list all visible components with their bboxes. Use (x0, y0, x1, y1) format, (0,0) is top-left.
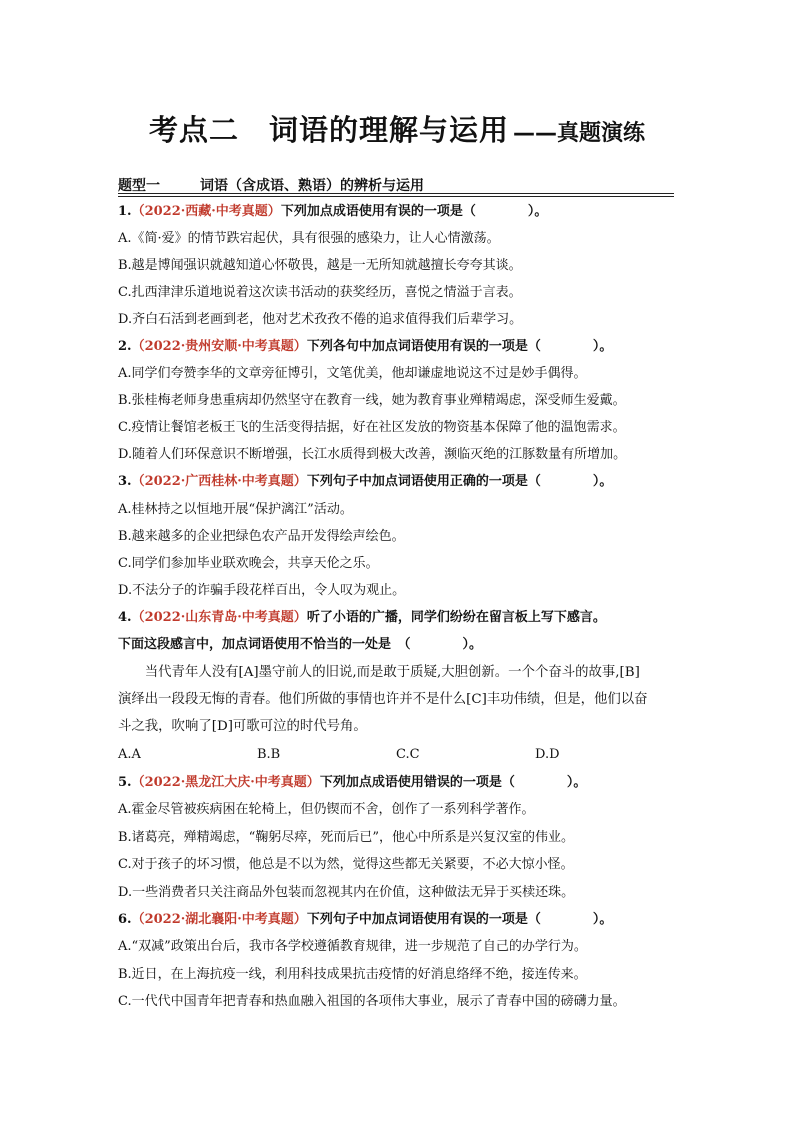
passage-line: 演绎出一段段无悔的青春。他们所做的事情也许并不是什么[C]丰功伟绩，但是，他们以奋 (118, 692, 648, 707)
option-d: D.齐白石活到老画到老，他对艺术孜孜不倦的追求值得我们后辈学习。 (118, 312, 523, 327)
title-main: 考点二 词语的理解与运用 (148, 113, 509, 147)
question-number: 4. (118, 610, 132, 625)
option-d: D.不法分子的诈骗手段花样百出，令人叹为观止。 (118, 583, 406, 598)
option-a: A.桂林持之以恒地开展“保护漓江”活动。 (118, 502, 353, 517)
question-number: 1. (118, 204, 132, 219)
question-text: 下列加点成语使用有误的一项是（ ）。 (280, 204, 548, 219)
question-2-stem (118, 338, 678, 356)
option-a: A.“双减”政策出台后，我市各学校遵循教育规律，进一步规范了自己的办学行为。 (118, 939, 587, 954)
option-c: C.同学们参加毕业联欢晚会，共享天伦之乐。 (118, 556, 379, 571)
question-3-stem (118, 473, 678, 491)
option-b: B.诸葛亮，殚精竭虑，“鞠躬尽瘁，死而后已”，他心中所系是兴复汉室的伟业。 (118, 830, 574, 845)
question-text: 下列句子中加点词语使用正确的一项是（ ）。 (306, 474, 613, 489)
option-c: C.疫情让餐馆老板王飞的生活变得拮据，好在社区发放的物资基本保障了他的温饱需求。 (118, 420, 626, 435)
question-source: （2022·贵州安顺·中考真题） (131, 339, 307, 354)
section-heading (118, 175, 674, 193)
option-b: B.越来越多的企业把绿色农产品开发得绘声绘色。 (118, 529, 405, 544)
question-number: 3. (118, 474, 132, 489)
section-label: 题型一 (118, 178, 160, 194)
option-d: D.随着人们环保意识不断增强，长江水质得到极大改善，濒临灭绝的江豚数量有所增加。 (118, 447, 627, 462)
question-4-stem (118, 609, 678, 627)
question-1-stem (118, 203, 678, 221)
question-number: 6. (118, 912, 132, 927)
question-4-options (118, 746, 678, 764)
option-b: B.近日，在上海抗疫一线，利用科技成果抗击疫情的好消息络绎不绝，接连传来。 (118, 967, 587, 982)
section-divider (118, 193, 674, 194)
question-text: 下列加点成语使用错误的一项是（ ）。 (319, 775, 587, 790)
option-c: C.一代代中国青年把青春和热血融入祖国的各项伟大事业，展示了青春中国的磅礴力量。 (118, 994, 626, 1009)
passage-line: 当代青年人没有[A]墨守前人的旧说,而是敢于质疑,大胆创新。一个个奋斗的故事,[B] (118, 665, 640, 680)
question-source: （2022·西藏·中考真题） (131, 204, 281, 219)
question-source: （2022·山东青岛·中考真题） (131, 610, 307, 625)
question-source: （2022·广西桂林·中考真题） (131, 474, 307, 489)
title-suffix: ——真题演练 (513, 121, 646, 146)
question-6-stem (118, 911, 678, 929)
question-number: 5. (118, 775, 132, 790)
question-source: （2022·黑龙江大庆·中考真题） (131, 775, 320, 790)
option-c: C.C (396, 747, 420, 762)
question-text: 听了小语的广播，同学们纷纷在留言板上写下感言。 (306, 610, 606, 625)
option-c: C.扎西津津乐道地说着这次读书活动的获奖经历，喜悦之情溢于言表。 (118, 285, 522, 300)
section-text: 词语（含成语、熟语）的辨析与运用 (200, 178, 424, 194)
option-a: A.《简·爱》的情节跌宕起伏，具有很强的感染力，让人心情激荡。 (118, 231, 500, 246)
question-number: 2. (118, 339, 132, 354)
question-source: （2022·湖北襄阳·中考真题） (131, 912, 307, 927)
passage-line: 斗之我，吹响了[D]可歌可泣的时代号角。 (118, 719, 367, 734)
option-b: B.B (257, 747, 281, 762)
question-text: 下列句子中加点词语使用有误的一项是（ ）。 (306, 912, 613, 927)
option-a: A.霍金尽管被疾病困在轮椅上，但仍锲而不舍，创作了一系列科学著作。 (118, 802, 535, 817)
section-divider (118, 196, 674, 197)
question-5-stem (118, 774, 678, 792)
question-text: 下列各句中加点词语使用有误的一项是（ ）。 (306, 339, 613, 354)
option-d: D.一些消费者只关注商品外包装而忽视其内在价值，这种做法无异于买椟还珠。 (118, 885, 575, 900)
option-a: A.同学们夸赞李华的文章旁征博引，文笔优美，他却谦虚地说这不过是妙手偶得。 (118, 366, 587, 381)
question-4-stem-continued: 下面这段感言中，加点词语使用不恰当的一处是 （ ）。 (118, 637, 483, 652)
option-b: B.张桂梅老师身患重病却仍然坚守在教育一线，她为教育事业殚精竭虑，深受师生爱戴。 (118, 393, 626, 408)
option-c: C.对于孩子的坏习惯，他总是不以为然，觉得这些都无关紧要，不必大惊小怪。 (118, 857, 574, 872)
option-a: A.A (118, 747, 141, 762)
page-title (0, 108, 794, 149)
option-d: D.D (535, 747, 560, 762)
option-b: B.越是博闻强识就越知道心怀敬畏，越是一无所知就越擅长夸夸其谈。 (118, 258, 522, 273)
